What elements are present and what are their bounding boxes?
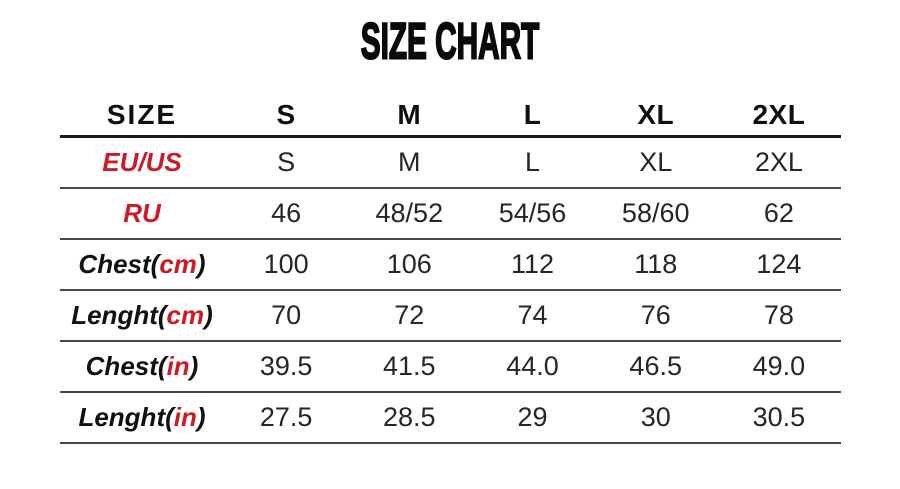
table-cell: 58/60	[621, 198, 690, 229]
row-label-unit: RU	[123, 198, 161, 229]
table-header-row	[60, 94, 841, 138]
table-cell: 70	[271, 300, 302, 331]
table-cell: 28.5	[383, 402, 436, 433]
table-cell: 49.0	[752, 351, 806, 382]
table-cell: XL	[639, 147, 673, 178]
size-chart-table	[60, 94, 841, 444]
table-cell: 46.5	[629, 351, 682, 382]
row-label-lenght-in	[60, 402, 225, 433]
table-cell: 39.5	[259, 351, 313, 382]
row-label-eu-us	[60, 147, 225, 178]
table-row-chest-in	[60, 342, 841, 393]
table-cell: 124	[756, 249, 802, 280]
row-label-lenght-cm	[60, 300, 225, 331]
table-row-lenght-cm	[60, 291, 841, 342]
table-cell: 106	[386, 249, 432, 280]
table-row-chest-cm	[60, 240, 841, 291]
column-header-l: L	[523, 98, 542, 130]
row-label-chest-in	[60, 351, 225, 382]
table-cell: 2XL	[754, 147, 803, 178]
table-cell: 118	[634, 249, 678, 280]
table-cell: 76	[640, 300, 671, 331]
table-cell: 72	[394, 300, 425, 331]
column-header-2xl: 2XL	[752, 98, 806, 130]
column-header-s: S	[276, 98, 296, 130]
row-label-prefix: Lenght(	[78, 402, 174, 433]
table-cell: S	[277, 147, 296, 178]
row-label-suffix: )	[204, 300, 213, 331]
row-label-suffix: )	[196, 402, 206, 433]
table-row-ru	[60, 189, 841, 240]
row-label-suffix: )	[196, 249, 206, 280]
row-label-suffix: )	[189, 351, 199, 382]
row-label-unit: in	[166, 351, 190, 382]
page-title: SIZE CHART	[360, 13, 540, 71]
column-header-size: SIZE	[106, 98, 178, 130]
row-label-unit: cm	[166, 300, 205, 331]
table-cell: L	[524, 147, 541, 178]
table-cell: 41.5	[383, 351, 436, 382]
row-label-unit: EU/US	[102, 147, 182, 178]
table-cell: 74	[517, 300, 548, 331]
table-cell: 29	[517, 402, 548, 433]
table-cell: 30	[640, 402, 671, 433]
column-header-m: M	[397, 98, 422, 130]
table-row-lenght-in	[60, 393, 841, 444]
table-cell: 112	[510, 249, 555, 280]
table-cell: 46	[271, 198, 302, 229]
table-cell: M	[398, 147, 421, 178]
row-label-chest-cm	[60, 249, 225, 280]
table-cell: 78	[763, 300, 794, 331]
row-label-unit: in	[173, 402, 197, 433]
table-cell: 100	[263, 249, 309, 280]
row-label-prefix: Lenght(	[71, 300, 167, 331]
table-cell: 48/52	[375, 198, 444, 229]
row-label-unit: cm	[159, 249, 197, 280]
table-cell: 27.5	[259, 402, 313, 433]
row-label-prefix: Chest(	[85, 351, 167, 382]
column-header-xl: XL	[637, 98, 675, 130]
table-cell: 44.0	[506, 351, 559, 382]
table-cell: 62	[763, 198, 794, 229]
table-cell: 30.5	[752, 402, 806, 433]
row-label-ru	[60, 198, 225, 229]
table-cell: 54/56	[498, 198, 567, 229]
table-row-eu-us	[60, 138, 841, 189]
size-chart-page	[0, 13, 900, 444]
row-label-prefix: Chest(	[78, 249, 160, 280]
